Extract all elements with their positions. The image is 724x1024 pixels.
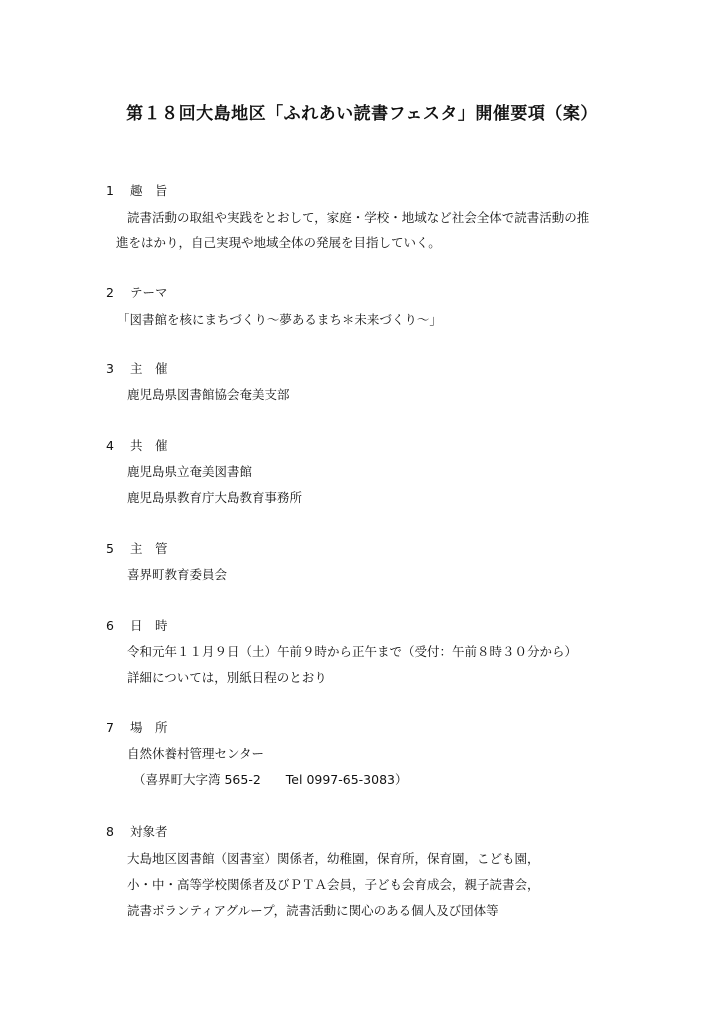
document-title: 第１８回大島地区「ふれあい読書フェスタ」開催要項（案） [126,104,598,124]
section-number: 7 [106,720,114,735]
section-text-line: 鹿児島県立奄美図書館 [127,464,253,479]
section-heading [106,436,168,454]
section-text-line: 令和元年１１月９日（土）午前９時から正午まで（受付：午前８時３０分から） [127,644,578,659]
section-label: 主 催 [130,361,168,376]
section-heading [106,616,168,634]
section-text-line: 大島地区図書館（図書室）関係者，幼稚園，保育所，保育園，こども園， [127,851,540,866]
section-label: 主 管 [130,541,168,556]
section-label: テーマ [130,285,168,300]
section-heading [106,822,168,840]
section-heading [106,283,168,301]
section-number: 1 [106,183,114,198]
section-label: 場 所 [130,720,168,735]
section-label: 趣 旨 [130,183,168,198]
section-text-line: 自然休養村管理センター [127,746,265,761]
section-text-line: 「図書館を核にまちづくり～夢あるまち＊未来づくり～」 [117,312,442,327]
section-text-line: 詳細については，別紙日程のとおり [127,670,327,685]
section-text-line: 読書ボランティアグループ，読書活動に関心のある個人及び団体等 [127,903,499,918]
section-heading [106,718,168,736]
section-heading [106,359,168,377]
section-text-line: （喜界町大字湾 565-2 Tel 0997-65-3083） [133,772,408,787]
section-text-line: 鹿児島県図書館協会奄美支部 [127,387,290,402]
section-number: 4 [106,438,114,453]
section-text-line: 喜界町教育委員会 [127,567,228,582]
section-text-line: 鹿児島県教育庁大島教育事務所 [127,490,303,505]
section-text-line: 読書活動の取組や実践をとおして，家庭・学校・地域など社会全体で読書活動の推 [127,210,590,225]
section-text-line: 小・中・高等学校関係者及びＰＴＡ会員，子ども会育成会，親子読書会， [127,877,540,892]
section-text-line: 進をはかり，自己実現や地域全体の発展を目指していく。 [116,235,441,250]
section-number: 2 [106,285,114,300]
section-number: 5 [106,541,114,556]
section-label: 日 時 [130,618,168,633]
section-number: 6 [106,618,114,633]
section-number: 8 [106,824,114,839]
section-label: 共 催 [130,438,168,453]
section-number: 3 [106,361,114,376]
section-heading [106,181,168,199]
section-label: 対象者 [130,824,168,839]
section-heading [106,539,168,557]
